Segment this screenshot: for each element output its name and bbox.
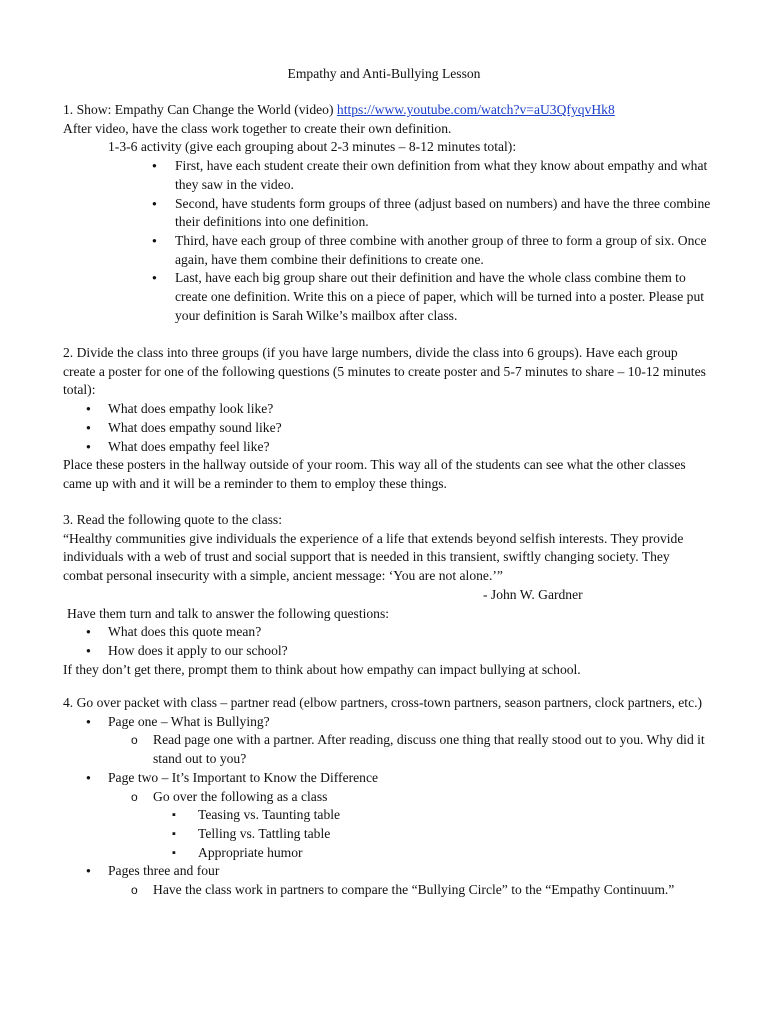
s2-outro: Place these posters in the hallway outside of your room. This way all of the students can see what the other classes came up with and it will be a reminder to them to employ these things.	[63, 457, 686, 491]
s4-page2-sublist	[63, 788, 713, 807]
s1-activity: 1-3-6 activity (give each grouping about 2-3 minutes – 8-12 minutes total):	[108, 139, 517, 155]
page-two-item: Page two – It’s Important to Know the Difference	[108, 769, 379, 785]
s4-intro: 4. Go over packet with class – partner read (elbow partners, cross-town partners, season partners, clock partners, etc.)	[63, 695, 703, 710]
s1-show-line	[63, 101, 713, 120]
quote-author: - John W. Gardner	[483, 586, 583, 602]
document-title: Empathy and Anti-Bullying Lesson	[287, 66, 481, 81]
s1-bullet-list	[63, 157, 713, 325]
s4-page-list	[63, 713, 713, 732]
list-item: ● Third, have each group of three combine with another group of three to form a group of six. Once again, have them combine their definitions to create one.	[63, 232, 713, 269]
list-item: o Read page one with a partner. After reading, discuss one thing that really stood out to you. Why did it stand out to you?	[63, 731, 713, 768]
list-item: ● What does empathy feel like?	[63, 438, 713, 457]
s3-quote: “Healthy communities give individuals the experience of a life that extends beyond selfish interests. They provide individuals with a web of trust and social support that is needed in this transient, swiftly changing society. They combat personal insecurity with a simple, ancient message: ‘You are not alone.’”	[63, 530, 684, 584]
section-2	[63, 344, 713, 494]
list-item	[63, 713, 713, 732]
list-item: ● First, have each student create their own definition from what they know about empathy and what they saw in the video.	[63, 157, 713, 194]
s4-page2-items	[63, 806, 713, 862]
list-item	[63, 862, 713, 881]
section-3	[63, 511, 713, 679]
list-item: ▪ Appropriate humor	[63, 844, 713, 863]
s1-after-video: After video, have the class work together to create their own definition.	[63, 120, 452, 136]
s3-bullet-list	[63, 623, 713, 660]
list-item: ● What does this quote mean?	[63, 623, 713, 642]
s3-turn-talk: Have them turn and talk to answer the following questions:	[67, 605, 390, 621]
list-item: ● Last, have each big group share out their definition and have the whole class combine them to create one definition. Write this on a piece of paper, which will be turned into a poster. Please put your definition is Sarah Wilke’s mailbox after class.	[63, 269, 713, 325]
s2-intro: 2. Divide the class into three groups (if you have large numbers, divide the class into 6 groups). Have each group create a poster for one of the following questions (5 minutes to create poster and 5-7 minutes to share – 10-12 minutes total):	[63, 345, 706, 398]
list-item	[63, 769, 713, 788]
youtube-link[interactable]: https://www.youtube.com/watch?v=aU3QfyqvHk8	[336, 102, 615, 117]
list-item: ● Second, have students form groups of three (adjust based on numbers) and have the three combine their definitions into one definition.	[63, 195, 713, 232]
list-item: o Go over the following as a class	[63, 788, 713, 807]
list-item: ▪ Teasing vs. Taunting table	[63, 806, 713, 825]
list-item: ● How does it apply to our school?	[63, 642, 713, 661]
section-4	[63, 694, 713, 900]
page-one-item: Page one – What is Bullying?	[108, 713, 270, 729]
section-1	[63, 101, 713, 325]
s4-page-list-3	[63, 862, 713, 881]
pages-three-four-item: Pages three and four	[108, 863, 220, 879]
s4-page-list-2	[63, 769, 713, 788]
s4-page1-sublist	[63, 731, 713, 768]
s3-outro: If they don’t get there, prompt them to think about how empathy can impact bullying at school.	[63, 661, 581, 677]
s2-bullet-list	[63, 400, 713, 456]
list-item: ▪ Telling vs. Tattling table	[63, 825, 713, 844]
list-item: ● What does empathy sound like?	[63, 419, 713, 438]
list-item: o Have the class work in partners to compare the “Bullying Circle” to the “Empathy Continuum.”	[63, 881, 713, 900]
s1-show-text: 1. Show: Empathy Can Change the World (video)	[63, 102, 337, 117]
s3-intro: 3. Read the following quote to the class:	[63, 512, 282, 527]
s4-page34-sublist	[63, 881, 713, 900]
list-item: ● What does empathy look like?	[63, 400, 713, 419]
